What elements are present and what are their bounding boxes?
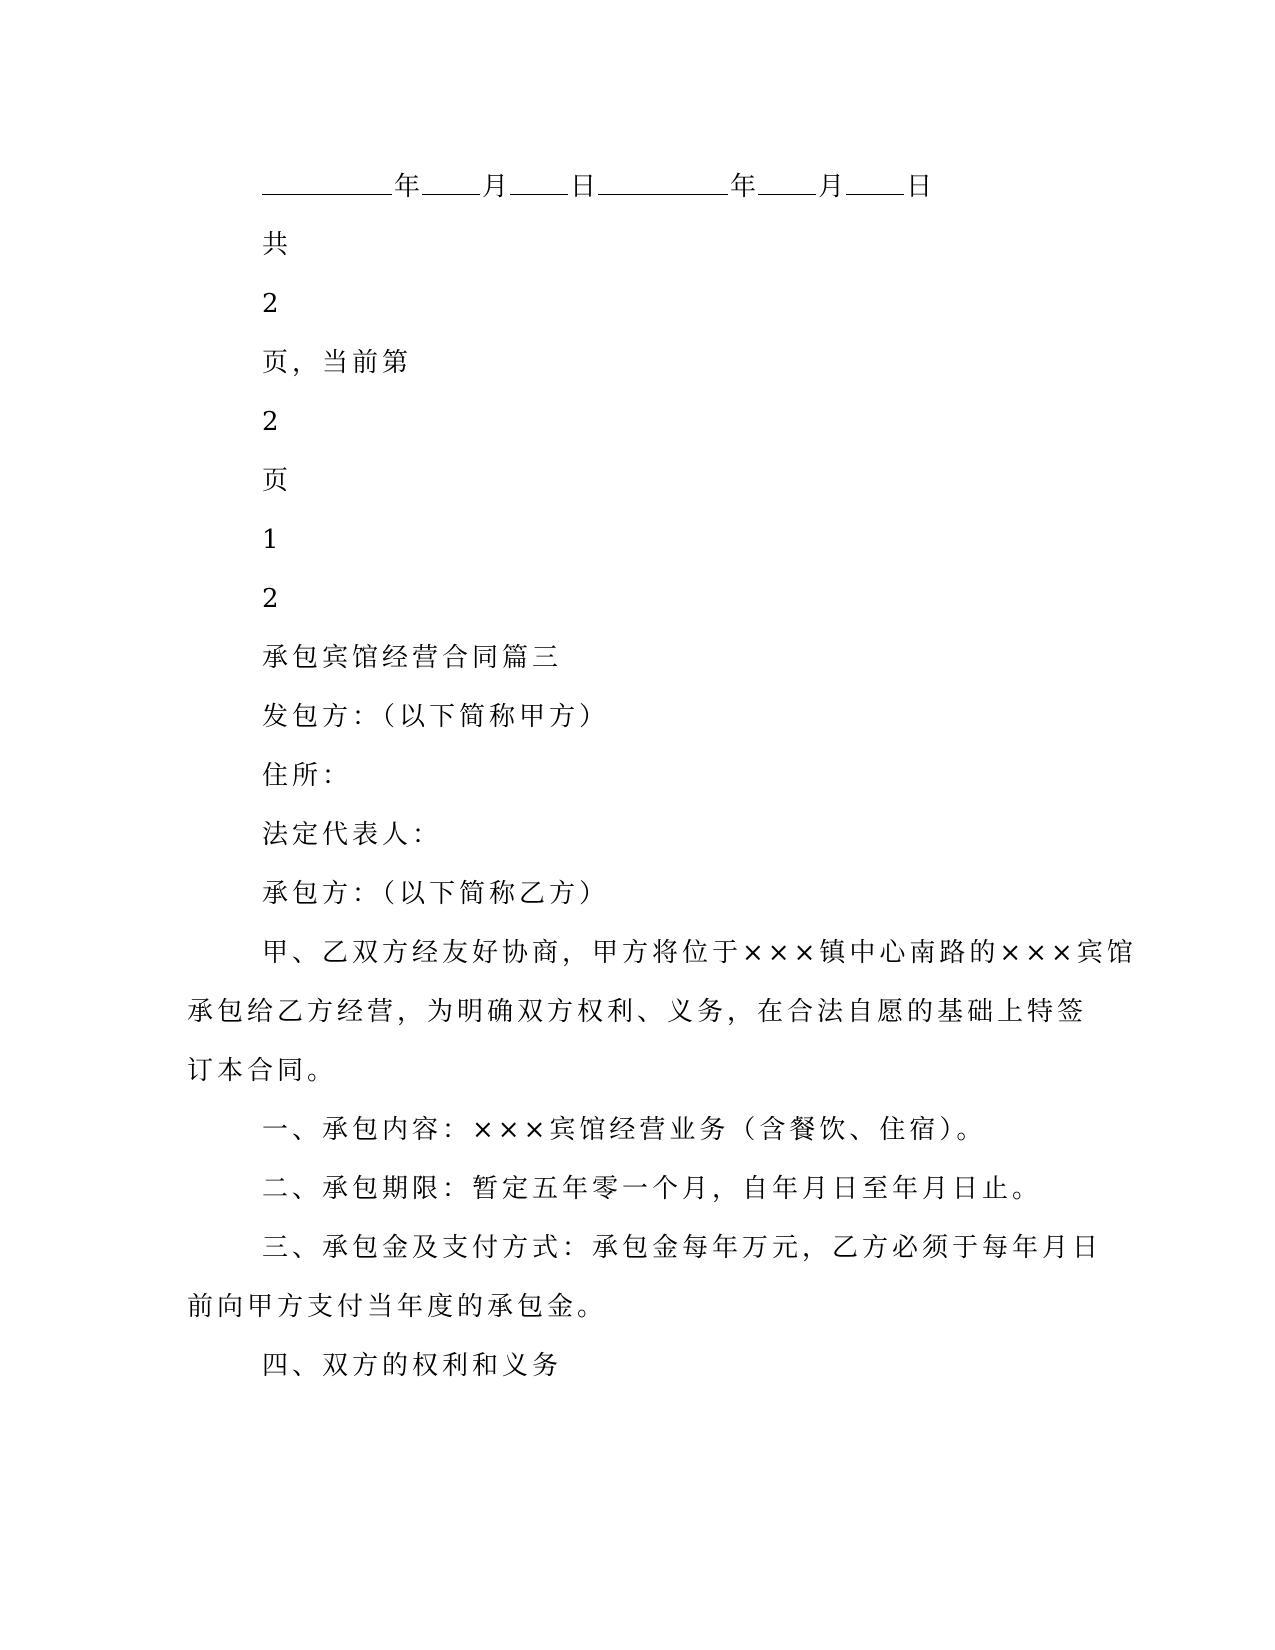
year-label-1: 年 <box>394 172 421 202</box>
day-blank-1[interactable] <box>510 168 568 195</box>
year-label-2: 年 <box>730 172 757 202</box>
address-line: 住所： <box>262 761 353 791</box>
day-label-1: 日 <box>570 172 597 202</box>
page-current-number: 2 <box>262 407 283 437</box>
clause-1: 一、承包内容：×××宾馆经营业务（含餐饮、住宿）。 <box>262 1115 987 1145</box>
month-label-1: 月 <box>482 172 509 202</box>
page-total-number: 2 <box>262 289 283 319</box>
legal-rep-line: 法定代表人： <box>262 820 443 850</box>
year-blank-1[interactable] <box>262 168 392 195</box>
contractor-line: 承包方：（以下简称乙方） <box>262 879 610 909</box>
day-blank-2[interactable] <box>846 168 904 195</box>
intro-paragraph-line-2: 承包给乙方经营，为明确双方权利、义务，在合法自愿的基础上特签 <box>187 997 1088 1027</box>
contract-title: 承包宾馆经营合同篇三 <box>262 643 563 673</box>
intro-paragraph-line-3: 订本合同。 <box>187 1056 338 1086</box>
month-blank-2[interactable] <box>758 168 816 195</box>
signature-date-line <box>262 168 934 205</box>
page-total-prefix: 共 <box>262 230 293 260</box>
clause-2: 二、承包期限：暂定五年零一个月，自年月日至年月日止。 <box>262 1174 1043 1204</box>
page-current-prefix: 页，当前第 <box>262 348 413 378</box>
employer-line: 发包方：（以下简称甲方） <box>262 702 610 732</box>
month-blank-1[interactable] <box>422 168 480 195</box>
clause-3-line-1: 三、承包金及支付方式：承包金每年万元，乙方必须于每年月日 <box>262 1233 1103 1263</box>
year-blank-2[interactable] <box>598 168 728 195</box>
clause-3-line-2: 前向甲方支付当年度的承包金。 <box>187 1292 608 1322</box>
intro-paragraph-line-1: 甲、乙双方经友好协商，甲方将位于×××镇中心南路的×××宾馆 <box>262 938 1137 968</box>
page-suffix: 页 <box>262 466 293 496</box>
page-number-1: 1 <box>262 525 283 555</box>
day-label-2: 日 <box>906 172 933 202</box>
clause-4-heading: 四、双方的权利和义务 <box>262 1351 563 1381</box>
page-number-2: 2 <box>262 584 283 614</box>
month-label-2: 月 <box>818 172 845 202</box>
